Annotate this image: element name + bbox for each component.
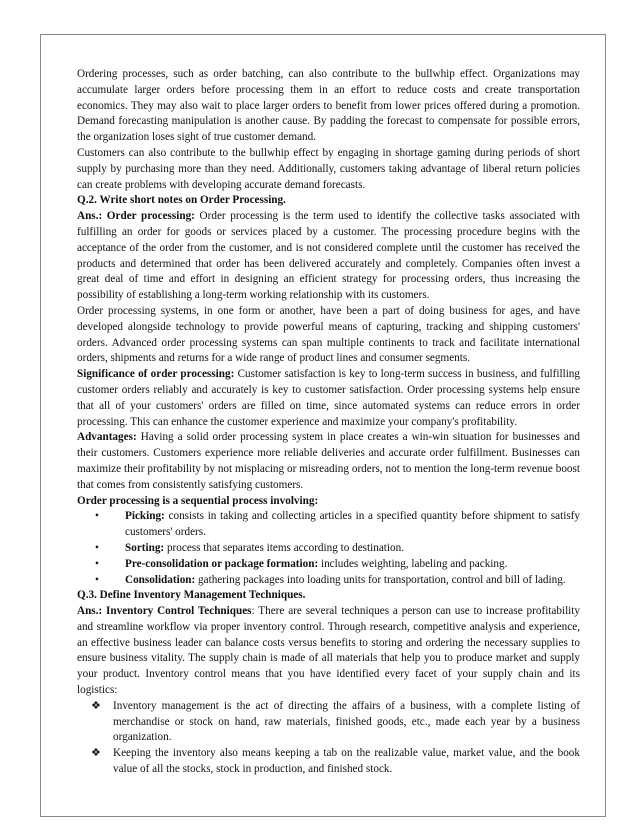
- inventory-point-text: Keeping the inventory also means keeping a tab on the realizable value, market value, and the book value of all the stocks, stock in production, and finished stock.: [113, 747, 580, 776]
- step-text: process that separates items according to destination.: [164, 541, 404, 554]
- list-item: [95, 573, 580, 589]
- list-item: [91, 699, 580, 746]
- significance-paragraph: [77, 367, 580, 430]
- order-processing-systems-paragraph: Order processing systems, in one form or another, have been a part of doing business for ages, and have developed alongside technology to provide powerful means of capturing, tracking and shipping customers' orders. Advanced order processing systems can span multiple continents to track and facilitate international orders, shipments and returns for a wide range of product lines and consumer segments.: [77, 304, 580, 365]
- q3-answer-text: : There are several techniques a person can use to increase profitability and streamline workflow via proper inventory control. Through research, competitive analysis and experience, an effective business leader can balance costs versus benefits to storing and ordering the necessary supplies to ensure business vitality. The supply chain is made of all materials that help you to produce market and supply your product. Inventory control means that you have identified every facet of your supply chain and its logistics:: [77, 605, 580, 697]
- advantages-text: Having a solid order processing system in place creates a win-win situation for businesses and their customers. Customers experience more reliable deliveries and accurate order fulfillment. Businesses can maximize their profitability by not misplacing or misreading orders, not to mention the long-term revenue boost that comes from consistently satisfying customers.: [77, 431, 580, 491]
- bullet-icon: •: [95, 541, 99, 554]
- step-label: Consolidation:: [125, 573, 196, 586]
- q2-answer-paragraph: [77, 209, 580, 304]
- question-3-heading: Q.3. Define Inventory Management Techniques.: [77, 589, 306, 602]
- sequential-process-heading: Order processing is a sequential process involving:: [77, 494, 319, 507]
- question-2-heading: Q.2. Write short notes on Order Processing.: [77, 194, 286, 207]
- step-label: Pre-consolidation or package formation:: [125, 557, 319, 570]
- step-label: Picking:: [125, 510, 165, 523]
- process-steps-list: [77, 509, 580, 588]
- step-text: gathering packages into loading units for transportation, control and bill of lading.: [195, 573, 566, 586]
- q3-answer-label: Ans.: Inventory Control Techniques: [77, 605, 252, 618]
- significance-label: Significance of order processing:: [77, 368, 235, 381]
- significance-text: Customer satisfaction is key to long-term success in business, and fulfilling customer orders reliably and accurately is key to customer satisfaction. Order processing systems help ensure that all of your customers' orders are filled on time, since automated systems can reduce errors in order processing. This can enhance the customer experience and maximize your company's profitability.: [77, 368, 580, 428]
- advantages-label: Advantages:: [77, 431, 137, 444]
- paragraph-customers-bullwhip: Customers can also contribute to the bullwhip effect by engaging in shortage gaming during periods of short supply by purchasing more than they need. Additionally, customers taking advantage of liberal return policies can create problems with developing accurate demand forecasts.: [77, 146, 580, 191]
- list-item: [95, 557, 580, 573]
- inventory-point-text: Inventory management is the act of directing the affairs of a business, with a complete listing of merchandise or stock on hand, raw materials, finished goods, etc., made each year by a business organization.: [113, 699, 580, 744]
- diamond-bullet-icon: ❖: [91, 747, 101, 760]
- bullet-icon: •: [95, 557, 99, 570]
- advantages-paragraph: [77, 430, 580, 493]
- document-body: [77, 67, 580, 778]
- q2-answer-label: Ans.: Order processing:: [77, 210, 195, 223]
- bullet-icon: •: [95, 573, 99, 586]
- list-item: [95, 509, 580, 541]
- step-text: includes weighting, labeling and packing.: [318, 557, 508, 570]
- step-text: consists in taking and collecting articles in a specified quantity before shipment to satisfy customers' orders.: [125, 510, 580, 539]
- diamond-bullet-icon: ❖: [91, 699, 101, 712]
- list-item: [95, 541, 580, 557]
- paragraph-ordering-processes: Ordering processes, such as order batching, can also contribute to the bullwhip effect. Organizations may accumulate larger orders before processing them in an effort to reduce costs and create transportation economics. They may also wait to place larger orders to benefit from lower prices offered during a promotion. Demand forecasting manipulation is another cause. By padding the forecast to compensate for possible errors, the organization loses sight of true customer demand.: [77, 68, 580, 144]
- list-item: [91, 746, 580, 778]
- inventory-points-list: [77, 699, 580, 778]
- q2-answer-text: Order processing is the term used to identify the collective tasks associated with fulfilling an order for goods or services placed by a customer. The processing procedure begins with the acceptance of the order from the customer, and is not considered complete until the customer has received the products and determined that order has been delivered accurately and completely. Companies often invest a great deal of time and effort in designing an efficient strategy for processing orders, thus increasing the possibility of establishing a long-term working relationship with its customers.: [77, 210, 580, 302]
- bullet-icon: •: [95, 510, 99, 523]
- step-label: Sorting:: [125, 541, 165, 554]
- q3-answer-paragraph: [77, 604, 580, 699]
